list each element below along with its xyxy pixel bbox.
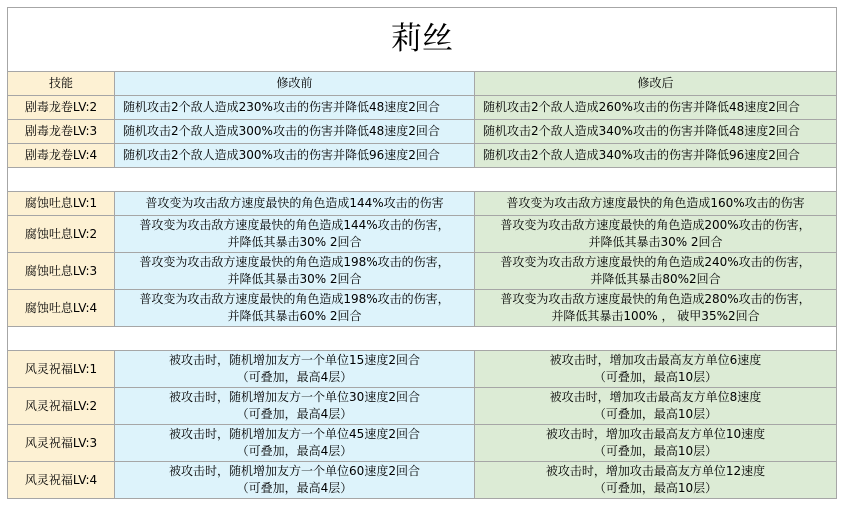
after-description-cell	[475, 192, 837, 216]
description-line: 普攻变为攻击敌方速度最快的角色造成280%攻击的伤害，	[500, 292, 811, 306]
table-row	[8, 290, 837, 327]
group-spacer-row	[8, 168, 837, 192]
table-row	[8, 120, 837, 144]
skill-name-cell: 剧毒龙卷LV:2	[8, 96, 115, 120]
before-description-cell	[115, 192, 475, 216]
table-row	[8, 388, 837, 425]
after-description-cell	[475, 253, 837, 290]
description-line: 被攻击时，增加攻击最高友方单位10速度	[545, 427, 766, 441]
after-description-cell	[475, 462, 837, 499]
description-line: 随机攻击2个敌人造成300%攻击的伤害并降低96速度2回合	[123, 148, 440, 162]
before-description-cell	[115, 144, 475, 168]
description-line: 被攻击时，随机增加友方一个单位30速度2回合	[169, 390, 420, 404]
description-line: 被攻击时，随机增加友方一个单位45速度2回合	[169, 427, 420, 441]
after-description-cell	[475, 351, 837, 388]
header-row	[8, 72, 837, 96]
before-description-cell	[115, 96, 475, 120]
after-description-cell	[475, 388, 837, 425]
description-line: （可叠加，最高10层）	[593, 407, 718, 421]
after-description-cell	[475, 425, 837, 462]
skill-name-cell: 风灵祝福LV:2	[8, 388, 115, 425]
table-row	[8, 351, 837, 388]
table-row	[8, 216, 837, 253]
description-line: （可叠加，最高4层）	[236, 444, 353, 458]
skill-name-cell: 风灵祝福LV:3	[8, 425, 115, 462]
before-description-cell	[115, 253, 475, 290]
page-title: 莉丝	[8, 8, 837, 72]
skill-change-sheet	[7, 7, 836, 499]
description-line: 普攻变为攻击敌方速度最快的角色造成198%攻击的伤害，	[139, 255, 450, 269]
table-row	[8, 462, 837, 499]
after-description-cell	[475, 120, 837, 144]
after-description-cell	[475, 216, 837, 253]
description-line: 普攻变为攻击敌方速度最快的角色造成198%攻击的伤害，	[139, 292, 450, 306]
description-line: （可叠加，最高10层）	[593, 444, 718, 458]
description-line: 随机攻击2个敌人造成230%攻击的伤害并降低48速度2回合	[123, 100, 440, 114]
description-line: 被攻击时，增加攻击最高友方单位12速度	[545, 464, 766, 478]
description-line: 并降低其暴击100% ， 破甲35%2回合	[551, 309, 760, 323]
description-line: 普攻变为攻击敌方速度最快的角色造成200%攻击的伤害，	[500, 218, 811, 232]
description-line: 普攻变为攻击敌方速度最快的角色造成240%攻击的伤害，	[500, 255, 811, 269]
before-description-cell	[115, 388, 475, 425]
before-description-cell	[115, 351, 475, 388]
skill-name-cell: 剧毒龙卷LV:3	[8, 120, 115, 144]
table-row	[8, 425, 837, 462]
before-description-cell	[115, 290, 475, 327]
skill-name-cell: 腐蚀吐息LV:4	[8, 290, 115, 327]
description-line: 并降低其暴击30% 2回合	[588, 235, 723, 249]
group-spacer	[8, 168, 837, 192]
description-line: （可叠加，最高4层）	[236, 481, 353, 495]
description-line: （可叠加，最高10层）	[593, 370, 718, 384]
description-line: 随机攻击2个敌人造成260%攻击的伤害并降低48速度2回合	[483, 100, 800, 114]
description-line: 普攻变为攻击敌方速度最快的角色造成160%攻击的伤害	[506, 196, 805, 210]
skill-name-cell: 腐蚀吐息LV:3	[8, 253, 115, 290]
table-row	[8, 96, 837, 120]
header-after: 修改后	[475, 72, 837, 96]
description-line: 被攻击时，随机增加友方一个单位60速度2回合	[169, 464, 420, 478]
description-line: （可叠加，最高10层）	[593, 481, 718, 495]
description-line: （可叠加，最高4层）	[236, 370, 353, 384]
table-row	[8, 144, 837, 168]
after-description-cell	[475, 96, 837, 120]
description-line: 并降低其暴击80%2回合	[590, 272, 721, 286]
description-line: 被攻击时，增加攻击最高友方单位8速度	[549, 390, 762, 404]
description-line: 并降低其暴击30% 2回合	[227, 272, 362, 286]
table-row	[8, 192, 837, 216]
skill-name-cell: 腐蚀吐息LV:1	[8, 192, 115, 216]
description-line: 普攻变为攻击敌方速度最快的角色造成144%攻击的伤害	[145, 196, 444, 210]
group-spacer-row	[8, 327, 837, 351]
before-description-cell	[115, 425, 475, 462]
after-description-cell	[475, 144, 837, 168]
header-skill: 技能	[8, 72, 115, 96]
description-line: 随机攻击2个敌人造成340%攻击的伤害并降低96速度2回合	[483, 148, 800, 162]
skill-name-cell: 风灵祝福LV:1	[8, 351, 115, 388]
description-line: 并降低其暴击60% 2回合	[227, 309, 362, 323]
before-description-cell	[115, 120, 475, 144]
description-line: 被攻击时，增加攻击最高友方单位6速度	[549, 353, 762, 367]
description-line: 被攻击时，随机增加友方一个单位15速度2回合	[169, 353, 420, 367]
header-before: 修改前	[115, 72, 475, 96]
table-row	[8, 253, 837, 290]
description-line: 并降低其暴击30% 2回合	[227, 235, 362, 249]
after-description-cell	[475, 290, 837, 327]
description-line: 随机攻击2个敌人造成300%攻击的伤害并降低48速度2回合	[123, 124, 440, 138]
group-spacer	[8, 327, 837, 351]
description-line: 普攻变为攻击敌方速度最快的角色造成144%攻击的伤害，	[139, 218, 450, 232]
skill-name-cell: 剧毒龙卷LV:4	[8, 144, 115, 168]
skill-name-cell: 腐蚀吐息LV:2	[8, 216, 115, 253]
skill-change-table	[7, 7, 837, 499]
description-line: （可叠加，最高4层）	[236, 407, 353, 421]
skill-name-cell: 风灵祝福LV:4	[8, 462, 115, 499]
description-line: 随机攻击2个敌人造成340%攻击的伤害并降低48速度2回合	[483, 124, 800, 138]
before-description-cell	[115, 216, 475, 253]
before-description-cell	[115, 462, 475, 499]
